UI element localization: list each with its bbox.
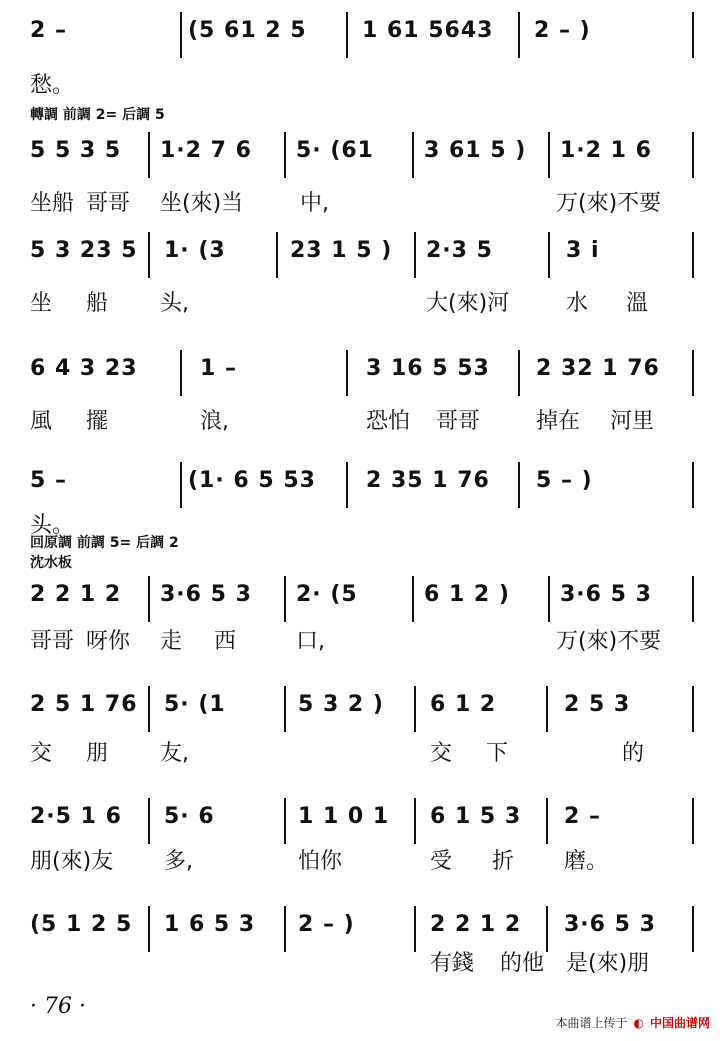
barline: [692, 232, 694, 278]
barline: [148, 686, 150, 732]
measure: 2 5 1 76: [30, 692, 138, 717]
measure: 2·5 1 6: [30, 804, 122, 829]
barline: [412, 132, 414, 178]
lyric: 擺: [86, 409, 109, 434]
barline: [346, 462, 348, 508]
lyric: 哥哥: [86, 191, 131, 216]
barline: [284, 576, 286, 622]
barline: [414, 232, 416, 278]
measure: 3·6 5 3: [160, 582, 252, 607]
measure: 2·3 5: [426, 238, 493, 263]
lyric: 坐: [30, 291, 53, 316]
lyric: 下: [486, 741, 509, 766]
measure: 2 2 1 2: [30, 582, 122, 607]
measure: 5 –: [30, 468, 67, 493]
barline: [276, 232, 278, 278]
measure: 1·2 1 6: [560, 138, 652, 163]
barline: [692, 686, 694, 732]
barline: [180, 350, 182, 396]
measure: 2· (5: [296, 582, 358, 607]
notation-line: [0, 18, 720, 54]
measure: 5· (1: [164, 692, 226, 717]
measure: 1·2 7 6: [160, 138, 252, 163]
barline: [180, 12, 182, 58]
measure: 5 5 3 5: [30, 138, 122, 163]
barline: [546, 798, 548, 844]
measure: 1· (3: [164, 238, 226, 263]
measure: 2 35 1 76: [366, 468, 490, 493]
lyric: 是(來)朋: [566, 951, 650, 976]
barline: [412, 576, 414, 622]
measure: 3 61 5 ): [424, 138, 527, 163]
lyric: 水: [566, 291, 589, 316]
notation-line: [0, 582, 720, 618]
measure: 3·6 5 3: [560, 582, 652, 607]
measure: 1 –: [200, 356, 237, 381]
notation-line: [0, 692, 720, 728]
lyric: 愁。: [30, 73, 75, 98]
measure: 5 3 2 ): [298, 692, 384, 717]
lyric: 友,: [160, 741, 189, 766]
lyric: 折: [492, 849, 515, 874]
lyric: 風: [30, 409, 53, 434]
measure: 2 32 1 76: [536, 356, 660, 381]
measure: 5· (61: [296, 138, 374, 163]
measure: 1 1 0 1: [298, 804, 390, 829]
barline: [692, 462, 694, 508]
barline: [692, 576, 694, 622]
barline: [414, 798, 416, 844]
lyric: 大(來)河: [426, 291, 510, 316]
barline: [148, 798, 150, 844]
lyric: 西: [214, 629, 237, 654]
barline: [148, 906, 150, 952]
measure: (5 1 2 5: [30, 912, 133, 937]
measure: 2 5 3: [564, 692, 631, 717]
lyric: 朋(來)友: [30, 849, 114, 874]
lyric: 坐船: [30, 191, 75, 216]
lyric: 万(來)不要: [556, 629, 662, 654]
measure: 1 61 5643: [362, 18, 494, 43]
footer: [555, 1014, 710, 1031]
measure: 2 – ): [534, 18, 591, 43]
lyric: 多,: [164, 849, 193, 874]
lyric: 怕你: [298, 849, 343, 874]
measure: 2 2 1 2: [430, 912, 522, 937]
lyric: 交: [30, 741, 53, 766]
barline: [692, 132, 694, 178]
notation-line: [0, 356, 720, 392]
lyric: 的: [622, 741, 645, 766]
upload-text: 本曲谱上传于: [555, 1016, 628, 1030]
measure: 2 –: [30, 18, 67, 43]
lyric: 头。: [30, 513, 75, 538]
lyric: 有錢: [430, 951, 475, 976]
notation-line: [0, 912, 720, 948]
measure: (1· 6 5 53: [188, 468, 316, 493]
measure: 6 4 3 23: [30, 356, 138, 381]
barline: [346, 350, 348, 396]
barline: [518, 350, 520, 396]
notation-line: [0, 804, 720, 840]
barline: [148, 576, 150, 622]
measure: 3 16 5 53: [366, 356, 490, 381]
lyric: 掉在: [536, 409, 581, 434]
measure: 6 1 5 3: [430, 804, 522, 829]
lyric: 朋: [86, 741, 109, 766]
barline: [180, 462, 182, 508]
notation-line: [0, 468, 720, 504]
barline: [692, 906, 694, 952]
barline: [548, 232, 550, 278]
barline: [414, 686, 416, 732]
lyric: 万(來)不要: [556, 191, 662, 216]
lyric: 哥哥: [30, 629, 75, 654]
barline: [692, 12, 694, 58]
lyric: 坐(來)当: [160, 191, 244, 216]
barline: [548, 132, 550, 178]
lyric: 交: [430, 741, 453, 766]
measure: 2 –: [564, 804, 601, 829]
lyric: 溫: [626, 291, 649, 316]
measure: 2 – ): [298, 912, 355, 937]
measure: (5 61 2 5: [188, 18, 307, 43]
lyric: 的他: [500, 951, 545, 976]
lyric: 走: [160, 629, 183, 654]
barline: [284, 906, 286, 952]
lyric: 船: [86, 291, 109, 316]
lyric: 浪,: [200, 409, 229, 434]
measure: 6 1 2: [430, 692, 497, 717]
barline: [284, 132, 286, 178]
modulation-note: 轉調 前調 2= 后調 5: [30, 107, 165, 123]
site-logo-text: 中国曲谱网: [649, 1016, 710, 1030]
lyric: 口,: [296, 629, 325, 654]
measure: 5 – ): [536, 468, 593, 493]
notation-line: [0, 238, 720, 274]
tempo-note: 沈水板: [30, 555, 72, 571]
barline: [284, 798, 286, 844]
barline: [346, 12, 348, 58]
measure: 1 6 5 3: [164, 912, 256, 937]
barline: [692, 798, 694, 844]
measure: 5· 6: [164, 804, 215, 829]
site-logo-icon: ◐: [633, 1015, 644, 1030]
measure: 23 1 5 ): [290, 238, 393, 263]
barline: [548, 576, 550, 622]
barline: [148, 132, 150, 178]
measure: 6 1 2 ): [424, 582, 510, 607]
barline: [518, 12, 520, 58]
measure: 3·6 5 3: [564, 912, 656, 937]
notation-line: [0, 138, 720, 174]
lyric: 中,: [300, 191, 329, 216]
barline: [546, 906, 548, 952]
barline: [284, 686, 286, 732]
lyric: 磨。: [564, 849, 609, 874]
measure: 5 3 23 5: [30, 238, 138, 263]
lyric: 呀你: [86, 629, 131, 654]
barline: [546, 686, 548, 732]
page-number: · 76 ·: [30, 994, 86, 1019]
barline: [148, 232, 150, 278]
barline: [518, 462, 520, 508]
barline: [692, 350, 694, 396]
modulation-note: 回原調 前調 5= 后調 2: [30, 535, 179, 551]
lyric: 恐怕: [366, 409, 411, 434]
barline: [414, 906, 416, 952]
lyric: 受: [430, 849, 453, 874]
lyric: 河里: [610, 409, 655, 434]
lyric: 头,: [160, 291, 189, 316]
measure: 3 i: [566, 238, 600, 263]
lyric: 哥哥: [436, 409, 481, 434]
